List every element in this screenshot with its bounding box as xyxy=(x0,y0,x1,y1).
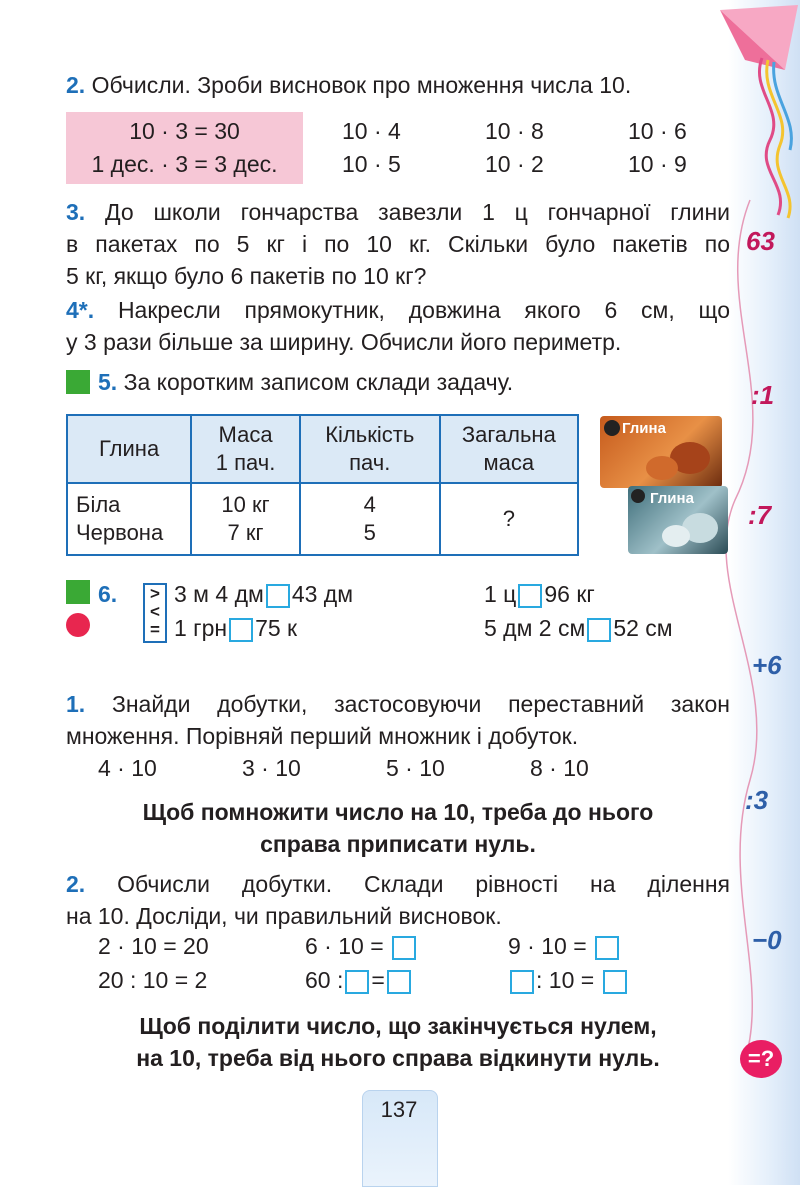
task1-line-1: Знайди добутки, застосовуючи переставний закон xyxy=(111,691,731,717)
task3-line-3: 5 кг, якщо було 6 пакетів по 10 кг? xyxy=(66,263,427,289)
compare-item-4: 5 дм 2 см 52 см xyxy=(484,615,673,641)
task4-line-1: Накресли прямокутник, довжина якого 6 см, що xyxy=(117,297,730,323)
page-number: 137 xyxy=(380,1097,418,1122)
clay-package-image-2 xyxy=(628,486,728,554)
task2b-line-1: Обчисли добутки. Склади рівності на ділення xyxy=(117,871,730,897)
expr-r2c2: 10 · 2 xyxy=(485,151,544,177)
question-mark-icon: =? xyxy=(740,1040,782,1078)
task1-expr-4: 8 · 10 xyxy=(530,755,589,781)
task2b-paragraph xyxy=(66,868,730,932)
task6-number: 6. xyxy=(98,581,118,607)
task3-paragraph xyxy=(66,196,730,292)
header-clay: Глина xyxy=(67,415,191,483)
side-label-plus6: +6 xyxy=(752,650,782,680)
answer-blank[interactable] xyxy=(510,970,534,994)
answer-blank[interactable] xyxy=(229,618,253,642)
compare-item-3: 1 ц 96 кг xyxy=(484,581,595,607)
comparison-signs xyxy=(143,583,167,643)
table-header-row xyxy=(67,415,578,483)
boxed-line-1: 10 · 3 = 30 xyxy=(129,118,240,144)
eq-r2c3: : 10 = xyxy=(508,965,629,995)
clay-package-label-1: Глина xyxy=(622,420,666,437)
task3-line-2: в пакетах по 5 кг і по 10 кг. Скільки було пакетів по xyxy=(66,231,730,257)
compare-item-1: 3 м 4 дм 43 дм xyxy=(174,581,354,607)
task1-paragraph xyxy=(66,688,730,752)
side-label-63: 63 xyxy=(746,226,775,256)
task2a-text: Обчисли. Зроби висновок про множення числа 10. xyxy=(91,72,632,98)
total-mass-unknown: ? xyxy=(440,483,578,555)
red-dot-icon xyxy=(66,613,90,637)
task3-line-1: До школи гончарства завезли 1 ц гончарної глини xyxy=(105,199,730,225)
expr-r2c3: 10 · 9 xyxy=(628,151,687,177)
task1-number: 1. xyxy=(66,691,86,717)
expr-r2c1: 10 · 5 xyxy=(342,151,401,177)
header-mass: Маса 1 пач. xyxy=(191,415,300,483)
task1-expr-1: 4 · 10 xyxy=(98,755,157,781)
rule-divide-line-1: Щоб поділити число, що закінчується нулем, xyxy=(139,1013,657,1039)
table-row xyxy=(67,483,578,555)
task1-expr-3: 5 · 10 xyxy=(386,755,445,781)
sign-equal: = xyxy=(150,620,160,639)
task1-expr-2: 3 · 10 xyxy=(242,755,301,781)
clay-names: Біла Червона xyxy=(67,483,191,555)
eq-r2c2: 60 : = xyxy=(305,965,413,995)
side-label-minus0: −0 xyxy=(752,925,782,955)
header-count: Кількість пач. xyxy=(300,415,440,483)
answer-blank[interactable] xyxy=(595,936,619,960)
eq-r1c2: 6 · 10 = xyxy=(305,931,418,961)
rule-multiply xyxy=(66,796,730,860)
clay-package-image-1 xyxy=(600,416,722,488)
expr-r1c3: 10 · 6 xyxy=(628,118,687,144)
clay-package-label-2: Глина xyxy=(650,490,694,507)
answer-blank[interactable] xyxy=(587,618,611,642)
side-label-div1: :1 xyxy=(751,380,775,410)
answer-blank[interactable] xyxy=(387,970,411,994)
eq-r1c1: 2 · 10 = 20 xyxy=(98,933,209,959)
rule-multiply-line-1: Щоб помножити число на 10, треба до нього xyxy=(142,799,654,825)
task4-paragraph xyxy=(66,294,730,358)
task5-heading xyxy=(98,367,513,397)
green-square-icon xyxy=(66,580,90,604)
answer-blank[interactable] xyxy=(266,584,290,608)
header-total: Загальна маса xyxy=(440,415,578,483)
side-label-div3: :3 xyxy=(745,785,769,815)
answer-blank[interactable] xyxy=(603,970,627,994)
rule-divide-line-2: на 10, треба від нього справа відкинути нуль. xyxy=(136,1045,660,1071)
task2a-heading xyxy=(66,70,631,100)
task2b-line-2: на 10. Досліди, чи правильний висновок. xyxy=(66,903,502,929)
answer-blank[interactable] xyxy=(518,584,542,608)
expr-r1c2: 10 · 8 xyxy=(485,118,544,144)
task4-line-2: у 3 рази більше за ширину. Обчисли його периметр. xyxy=(66,329,622,355)
boxed-line-2: 1 дес. · 3 = 3 дес. xyxy=(91,151,278,177)
task5-text: За коротким записом склади задачу. xyxy=(123,369,514,395)
green-square-icon xyxy=(66,370,90,394)
task2a-number: 2. xyxy=(66,72,86,98)
task1-line-2: множення. Порівняй перший множник і добуток. xyxy=(66,723,579,749)
clay-masses: 10 кг 7 кг xyxy=(191,483,300,555)
eq-r2c1: 20 : 10 = 2 xyxy=(98,967,208,993)
task5-number: 5. xyxy=(98,369,118,395)
task5-table xyxy=(66,414,579,556)
sign-less: < xyxy=(150,602,160,621)
eq-r1c3: 9 · 10 = xyxy=(508,931,621,961)
task3-number: 3. xyxy=(66,199,86,225)
side-label-div7: :7 xyxy=(748,500,772,530)
rule-multiply-line-2: справа приписати нуль. xyxy=(260,831,536,857)
rule-divide xyxy=(66,1010,730,1074)
clay-counts: 4 5 xyxy=(300,483,440,555)
task4-number: 4*. xyxy=(66,297,95,323)
expr-r1c1: 10 · 4 xyxy=(342,118,401,144)
answer-blank[interactable] xyxy=(345,970,369,994)
sign-greater: > xyxy=(150,584,160,603)
answer-blank[interactable] xyxy=(392,936,416,960)
task2b-number: 2. xyxy=(66,871,86,897)
compare-item-2: 1 грн 75 к xyxy=(174,615,298,641)
